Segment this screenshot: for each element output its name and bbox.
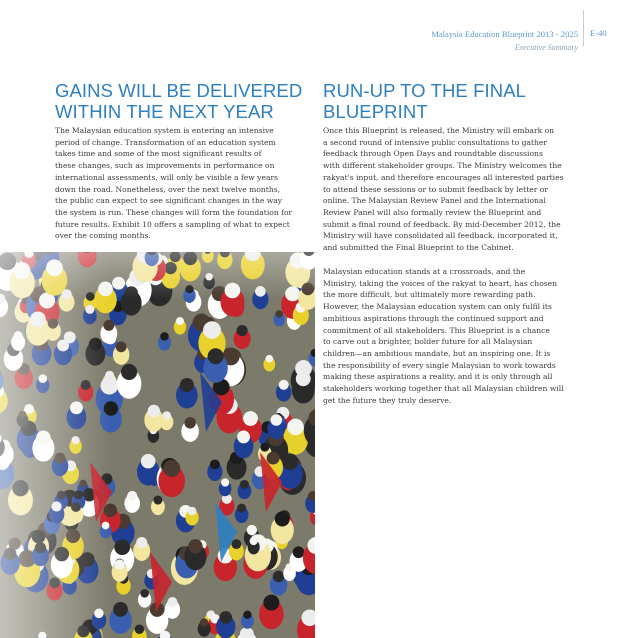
header-divider [583, 10, 584, 46]
right-section-heading: RUN-UP TO THE FINAL BLUEPRINT [323, 80, 527, 122]
left-section-body: The Malaysian education system is entering an intensive period of change. Transformation of an education system takes time and some of the most significant results of these changes, such as improvements in performance on international assessments, will only be visible a few years down the road. Nonetheless, over the next twelve months, the public can expect to see significant changes in the way the system is run. These changes will form the foundation for future results. Exhibit 10 offers a sampling of what to expect over the coming months. [55, 126, 293, 241]
crowd-photo [0, 252, 315, 638]
crowd-illustration [0, 252, 315, 638]
page-number: E-40 [590, 28, 607, 38]
right-section-paragraph-2: Malaysian education stands at a crossroads, and the Ministry, taking the voices of the rakyat to heart, has chosen the more difficult, but ultimately more rewarding path. However, the Malaysian education system can only fulfil its ambitious aspirations through the continued support and commitment of all stakeholders. This Blueprint is a chance to carve out a brighter, bolder future for all Malaysian children—an ambitious mandate, but an inspiring one. It is the responsibility of every single Malaysian to work towards making these aspirations a reality, and it is only through all stakeholders working together that all Malaysian children will get the future they truly deserve. [323, 267, 564, 405]
left-section-heading: GAINS WILL BE DELIVERED WITHIN THE NEXT YEAR [55, 80, 303, 122]
right-section-paragraph-1: Once this Blueprint is released, the Ministry will embark on a second round of intensive public consultations to gather feedback through Open Days and roundtable discussions with different stakeholder groups. The Ministry welcomes the rakyat's input, and therefore encourages all interested parties to attend these sessions or to submit feedback by letter or online. The Malaysian Review Panel and the International Review Panel will also formally review the Blueprint and submit a final round of feedback. By mid-December 2012, the Ministry will have consolidated all feedback, incorporated it, and submitted the Final Blueprint to the Cabinet. [323, 126, 564, 253]
header-title: Malaysia Education Blueprint 2013 - 2025 [431, 29, 578, 39]
running-header [431, 28, 578, 54]
header-subtitle: Executive Summary [514, 43, 578, 52]
